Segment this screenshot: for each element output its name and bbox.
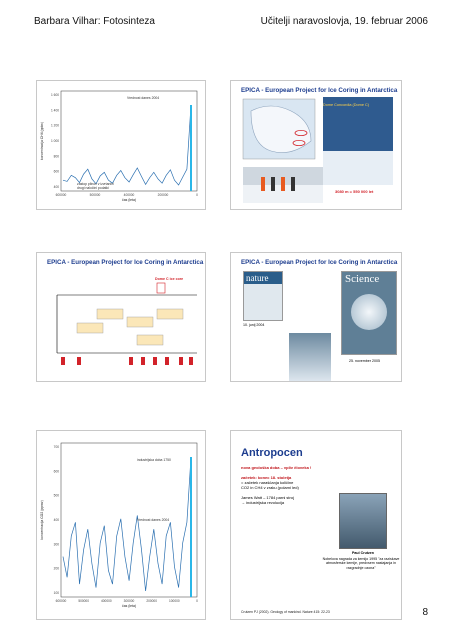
dome-c-marker: Dome C ice core <box>155 277 184 281</box>
start-block <box>241 475 339 490</box>
y-tick-label: 100 <box>53 591 59 595</box>
ch4-chart <box>37 81 206 210</box>
flowchart-diagram <box>37 253 206 382</box>
watt-detail: → industrijska revolucija <box>241 500 285 505</box>
present-value-label: Vrednost danes 2004 <box>127 96 160 100</box>
slide-epica-flowchart <box>36 252 206 382</box>
y-tick-label: 400 <box>53 185 59 189</box>
y-axis-label: koncentracija CH4 (ppbv) <box>40 121 44 161</box>
slide-title: Antropocen <box>241 447 303 459</box>
start-detail: = začetek naraščanja količine <box>241 480 294 485</box>
y-tick-label: 400 <box>53 518 59 522</box>
slide-epica-journals <box>230 252 402 382</box>
slide-title: EPICA - European Project for Ice Coring in Antarctica <box>241 87 398 94</box>
nature-cover <box>243 271 283 321</box>
x-tick-label: 200000 <box>146 599 157 603</box>
y-tick-label: 200 <box>53 566 59 571</box>
x-axis-label: čas (leta) <box>122 198 136 202</box>
x-tick-label: 400000 <box>101 599 112 603</box>
slide-co2-chart <box>36 430 206 620</box>
intro-line: nova geološka doba – vpliv človeka ! <box>241 465 312 470</box>
y-tick-label: 300 <box>53 542 59 547</box>
science-cover <box>341 271 397 355</box>
x-tick-label: 200000 <box>157 193 169 197</box>
header-right: Učitelji naravoslovja, 19. februar 2006 <box>260 16 428 27</box>
slide-epica-dome-c <box>230 80 402 210</box>
depth-caption: 3080 m = 550 000 let <box>335 189 374 194</box>
x-tick-label: 0 <box>196 193 198 197</box>
nature-date: 10. junij 2004 <box>243 323 265 327</box>
reference: Crutzen PJ (2002). Geology of mankind. Nature 415: 22-23 <box>241 610 330 614</box>
y-tick-label: 1 200 <box>51 123 59 128</box>
start-line: začetek: konec 18. stoletja <box>241 475 292 480</box>
crutzen-caption: Nobelova nagrada za kemijo 1995 "za raziskave atmosferske kemije, predvsem nastajanja in razgradnje ozona" <box>322 557 400 570</box>
y-axis-label: koncentracija CO2 (ppmv) <box>40 500 44 540</box>
slide-antropocen <box>230 430 402 620</box>
ice-core-photo <box>289 333 331 381</box>
x-tick-label: 100000 <box>169 599 180 603</box>
present-value-label: Vrednost danes 2004 <box>137 518 170 522</box>
epica-map-photo <box>231 81 402 210</box>
plot-area <box>61 443 197 597</box>
nature-logo: nature <box>244 272 282 284</box>
watt-block <box>241 495 339 505</box>
slide-title: EPICA - European Project for Ice Coring in Antarctica <box>47 259 204 266</box>
watt-line: James Watt – 1784 parni stroj <box>241 495 294 500</box>
plot-area <box>61 91 197 191</box>
legend-entry: zastop plinov v izvrtanini <box>77 182 114 186</box>
x-tick-label: 500000 <box>78 599 89 603</box>
y-tick-label: 1 000 <box>51 139 59 143</box>
science-logo: Science <box>345 273 380 285</box>
y-tick-label: 600 <box>53 169 59 174</box>
y-tick-label: 500 <box>53 493 59 498</box>
co2-chart <box>37 431 206 620</box>
x-tick-label: 300000 <box>123 599 135 603</box>
industrial-label: industrijska doba 1750 <box>137 458 171 462</box>
site-label: Dome Concordia (Dome C) <box>323 103 369 107</box>
x-tick-label: 400000 <box>123 193 135 197</box>
x-tick-label: 600000 <box>55 193 67 197</box>
y-tick-label: 1 600 <box>51 93 59 97</box>
header-left: Barbara Vilhar: Fotosinteza <box>34 16 155 27</box>
crutzen-name: Paul Crutzen <box>352 551 374 555</box>
crutzen-photo <box>339 493 387 549</box>
start-detail-2: CO2 in CH4 v zraku (polarni led) <box>241 485 299 490</box>
slide-title: EPICA - European Project for Ice Coring in Antarctica <box>241 259 398 266</box>
y-tick-label: 1 400 <box>51 108 59 113</box>
y-tick-label: 600 <box>53 469 59 474</box>
ice-sample-image <box>351 294 387 330</box>
science-date: 25. november 2005 <box>349 359 380 363</box>
x-tick-label: 500000 <box>89 193 101 197</box>
slide-ch4-chart <box>36 80 206 210</box>
y-tick-label: 800 <box>53 154 59 159</box>
legend-entry: drugi naločini podatki <box>77 186 109 190</box>
page-number: 8 <box>422 607 428 618</box>
x-axis-label: čas (leta) <box>122 604 136 608</box>
x-tick-label: 0 <box>196 599 198 603</box>
x-tick-label: 600000 <box>55 599 67 603</box>
y-tick-label: 700 <box>53 445 59 449</box>
